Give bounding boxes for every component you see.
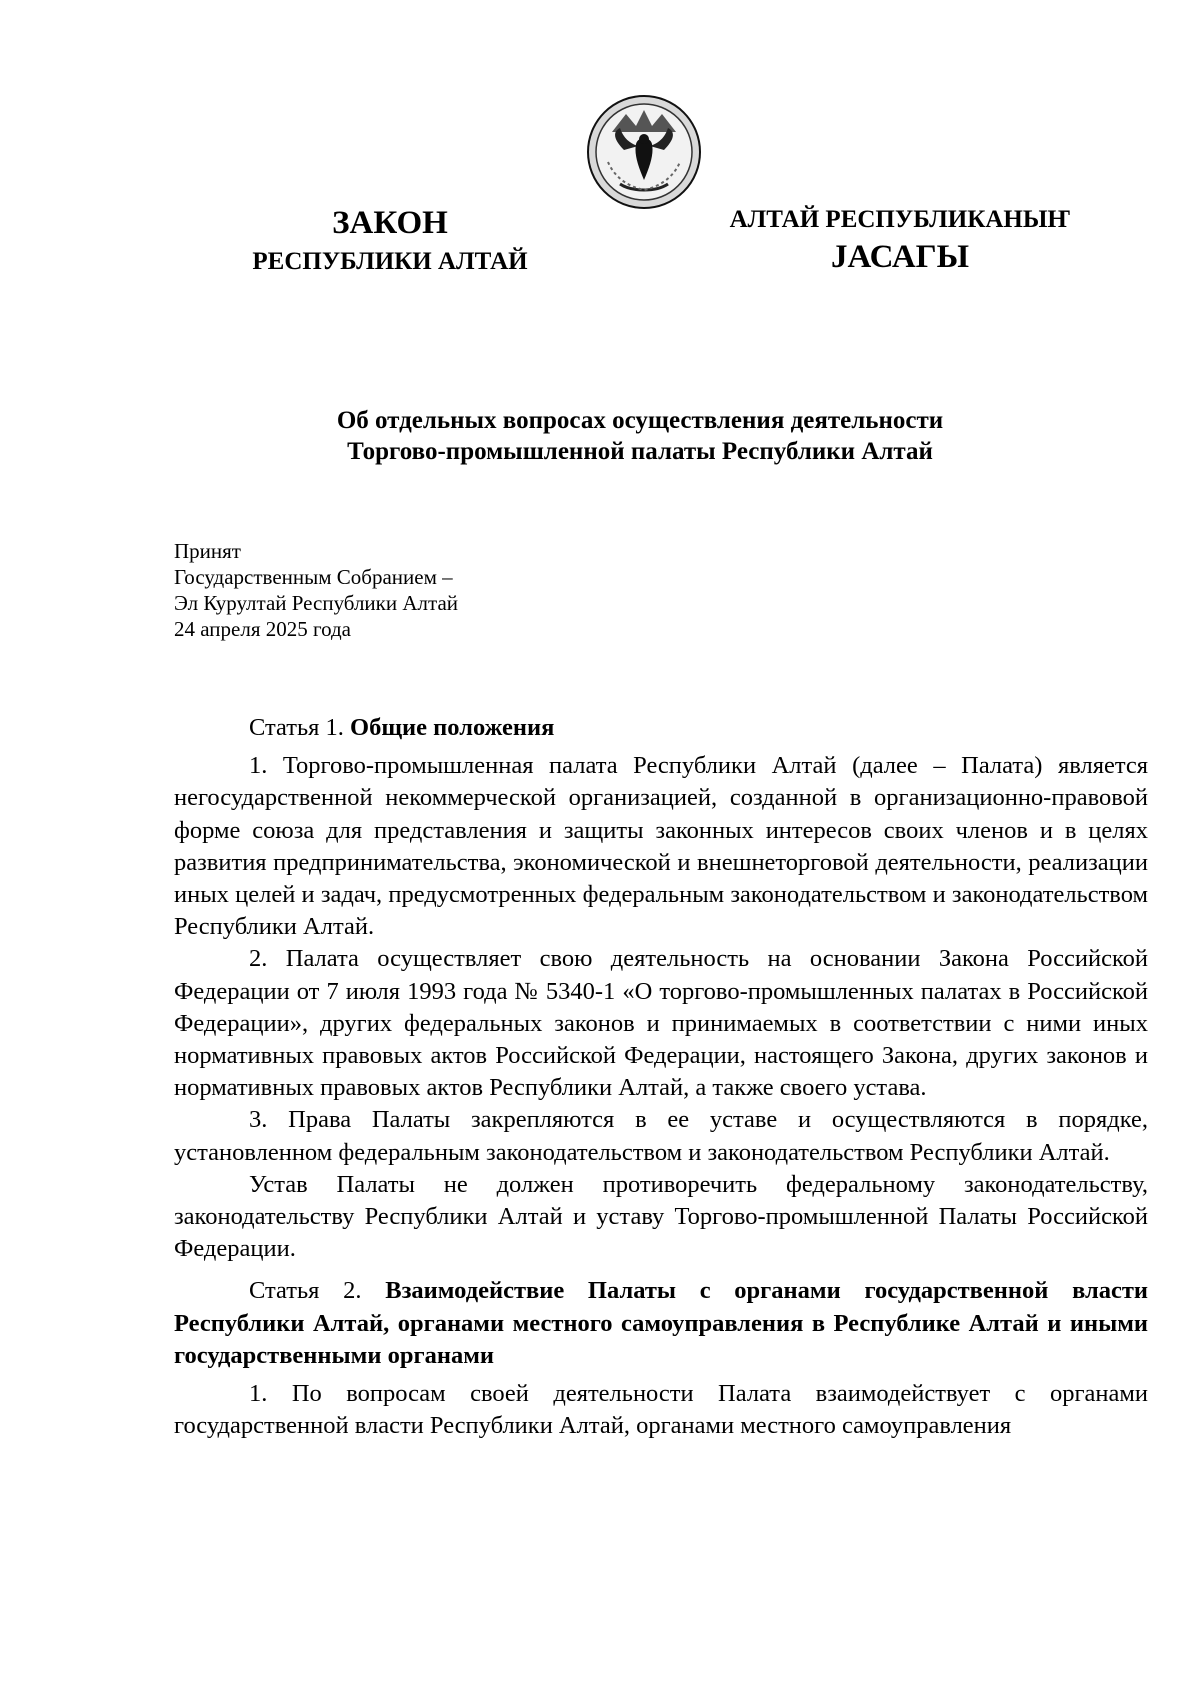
adoption-block bbox=[174, 538, 458, 642]
adopted-line-2: Государственным Собранием – bbox=[174, 565, 453, 589]
article-2-title: Взаимодействие Палаты с органами государственной власти Республики Алтай, органами местного самоуправления в Республике Алтай и иными государственными органами bbox=[174, 1277, 1148, 1369]
document-body bbox=[174, 712, 1148, 1442]
law-header-altai bbox=[690, 205, 1110, 275]
article-2-paragraph-1: 1. По вопросам своей деятельности Палата взаимодействует с органами государственной власти Республики Алтай, органами местного самоуправления bbox=[174, 1380, 1148, 1440]
article-1-title: Общие положения bbox=[350, 714, 555, 741]
article-1-paragraph-3: 3. Права Палаты закрепляются в ее уставе и осуществляются в порядке, установленном федеральным законодательством и законодательством Республики Алтай. bbox=[174, 1106, 1148, 1166]
republic-label: РЕСПУБЛИКИ АЛТАЙ bbox=[252, 248, 528, 275]
article-1-paragraph-2: 2. Палата осуществляет свою деятельность на основании Закона Российской Федерации от 7 июля 1993 года № 5340-1 «О торгово-промышленных палатах в Российской Федерации», других федеральных законов и принимаемых в соответствии с ними иных нормативных правовых актов Российской Федерации, настоящего Закона, других законов и нормативных правовых актов Республики Алтай, а также своего устава. bbox=[174, 945, 1148, 1102]
republic-label-altai: АЛТАЙ РЕСПУБЛИКАНЫҤ bbox=[729, 206, 1071, 233]
adopted-date: 24 апреля 2025 года bbox=[174, 617, 351, 641]
coat-of-arms-emblem bbox=[584, 92, 704, 212]
coat-of-arms-icon bbox=[584, 92, 704, 212]
article-2-heading bbox=[174, 1275, 1148, 1372]
article-2-prefix: Статья 2. bbox=[249, 1277, 386, 1305]
article-1-paragraph-4: Устав Палаты не должен противоречить федеральному законодательству, законодательству Республики Алтай и уставу Торгово-промышленной Палаты Российской Федерации. bbox=[174, 1170, 1148, 1263]
article-1-prefix: Статья 1. bbox=[249, 714, 351, 741]
article-1-heading bbox=[174, 712, 1148, 744]
law-header-russian bbox=[200, 205, 580, 277]
article-1-paragraph-1: 1. Торгово-промышленная палата Республики Алтай (далее – Палата) является негосударственной некоммерческой организацией, созданной в организационно-правовой форме союза для представления и защиты законных интересов своих членов и в целях развития предпринимательства, экономической и внешнеторговой деятельности, реализации иных целей и задач, предусмотренных федеральным законодательством и законодательством Республики Алтай. bbox=[174, 752, 1148, 941]
title-line-2: Торгово-промышленной палаты Республики Алтай bbox=[347, 438, 933, 465]
title-line-1: Об отдельных вопросах осуществления деятельности bbox=[336, 407, 944, 434]
adopted-line-3: Эл Курултай Республики Алтай bbox=[174, 591, 459, 615]
law-label-altai: JАСАГЫ bbox=[830, 239, 970, 275]
adopted-line-1: Принят bbox=[174, 539, 241, 563]
document-title bbox=[160, 405, 1120, 467]
law-label: ЗАКОН bbox=[332, 205, 448, 241]
